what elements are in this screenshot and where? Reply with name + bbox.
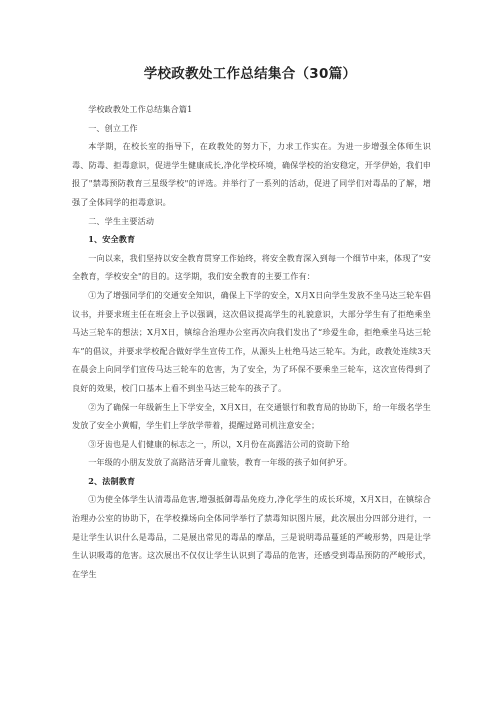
paragraph-section-label: 学校政教处工作总结集合篇1	[88, 104, 193, 114]
paragraph: 一向以来，我们坚持以安全教育贯穿工作始终，将安全教育深入到每一个细节中来，体现了"安全教育，学校安全"的目的。这学期，我们安全教育的主要工作有：	[72, 252, 431, 282]
paragraph: 本学期，在校长室的指导下，在政教处的努力下，力求工作实在。为进一步增强全体师生识毒、防毒、拒毒意识，促进学生健康成长,净化学校环境，确保学校的治安稳定，开学伊始，我们申报了"禁毒预防教育三星级学校"的评选。并举行了一系列的活动，促进了同学们对毒品的了解，增强了全体同学的拒毒意识。	[72, 141, 431, 207]
section-heading: 一、创立工作	[88, 122, 138, 133]
section-heading: 二、学生主要活动	[88, 215, 155, 226]
paragraph: ③牙齿也是人们健康的标志之一，所以，X月份在高露洁公司的资助下给	[88, 438, 350, 449]
paragraph: 一年级的小朋友发放了高路洁牙膏儿童装，教育一年级的孩子如何护牙。	[88, 457, 352, 468]
subsection-heading: 2、法制教育	[88, 475, 136, 486]
document-title: 学校政教处工作总结集合（30篇）	[143, 66, 357, 82]
subsection-heading: 1、安全教育	[88, 234, 136, 245]
paragraph: ①为使全体学生认清毒品危害,增强抵御毒品免疫力,净化学生的成长环境，X月X日，在镇综合治理办公室的协助下，在学校操场向全体同学举行了禁毒知识图片展，此次展出分四部分进行，一是让学生认识什么是毒品，二是展出常见的毒品的摩品，三是说明毒品蔓延的严峻形势，四是让学生认识吸毒的危害。这次展出不仅仅让学生认识到了毒品的危害，还感受到毒品预防的严峻形式，在学生	[72, 494, 431, 579]
document-body	[72, 100, 431, 583]
paragraph: ②为了确保一年级新生上下学安全，X月X日，在交通银行和教育局的协助下，给一年级名学生发放了安全小黄帽，学生们上学放学带着，提醒过路司机注意安全；	[72, 401, 431, 431]
paragraph: ①为了增强同学们的交通安全知识，确保上下学的安全，X月X日向学生发放不坐马达三轮车倡议书，并要求班主任在班会上予以强调，这次倡议提高学生的礼貌意识，大部分学生有了拒绝乘坐马达三轮车的想法；X月X日，镇综合治理办公室再次向我们发出了“珍爱生命，拒绝乘坐马达三轮车”的倡议，并要求学校配合做好学生宣传工作，从源头上杜绝马达三轮车。为此，政教处连续3天在晨会上向同学们宣传马达三轮车的危害，为了安全，为了环保不要乘坐三轮车，这次宣传得到了良好的效果，校门口基本上看不到坐马达三轮车的孩子了。	[72, 289, 431, 393]
